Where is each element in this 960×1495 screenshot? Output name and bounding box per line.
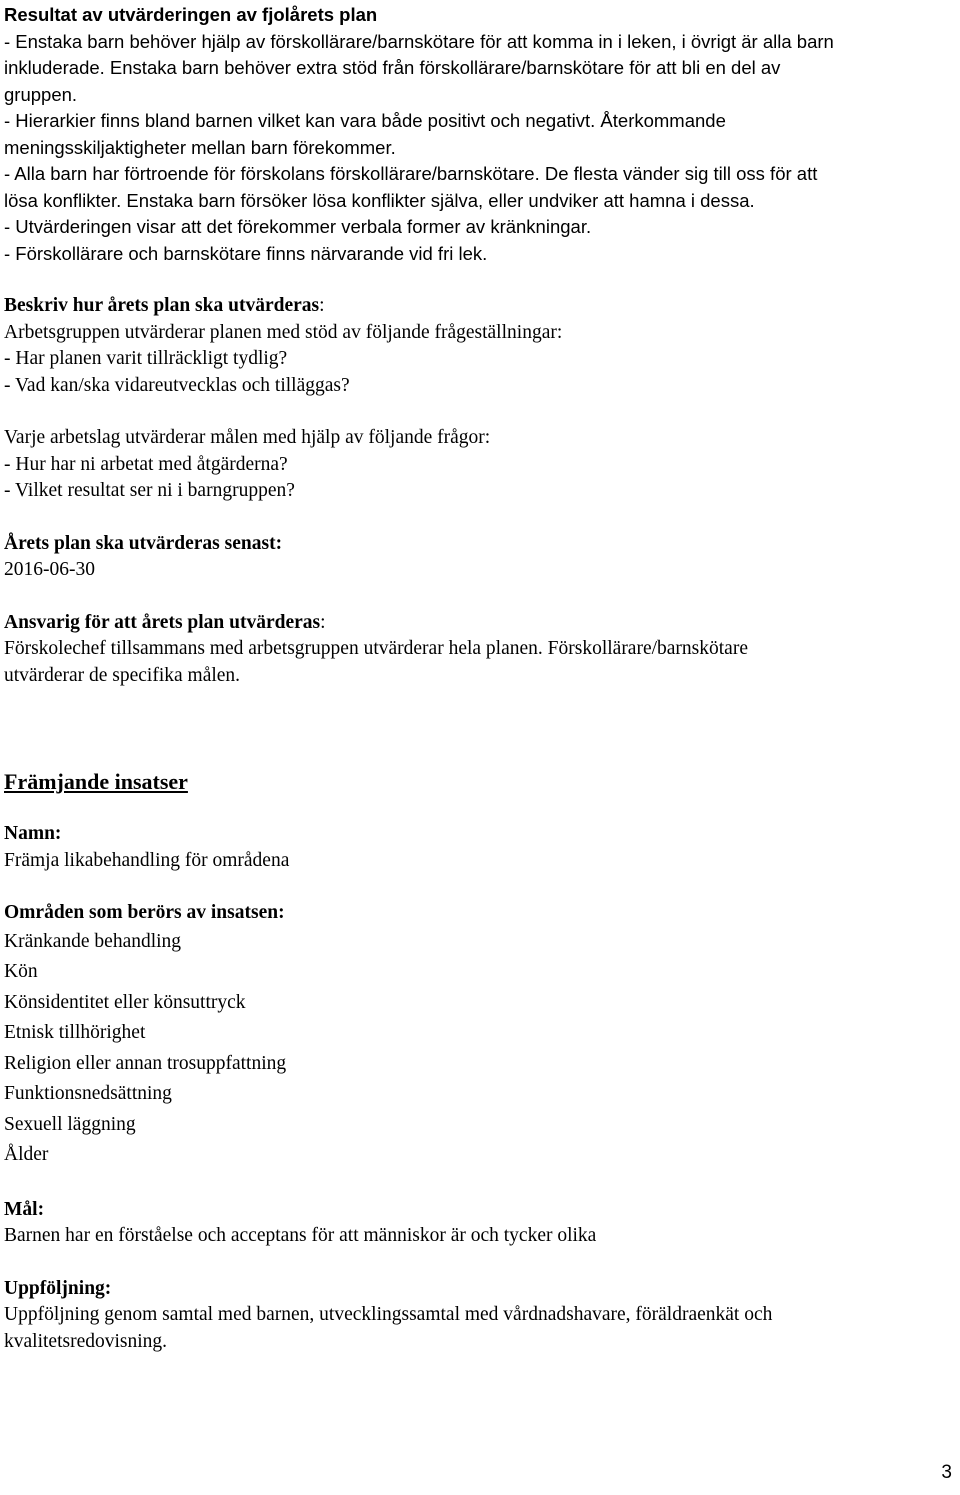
evaluation-result-line: - Enstaka barn behöver hjälp av förskollärare/barnskötare för att komma in i leken, i övrigt är alla barn (4, 30, 834, 52)
followup-line: Uppföljning genom samtal med barnen, utvecklingssamtal med vårdnadshavare, föräldraenkät och (4, 1304, 773, 1325)
name-block (4, 821, 954, 874)
evaluation-result-heading: Resultat av utvärderingen av fjolårets plan (4, 4, 378, 25)
document-page (4, 2, 954, 1355)
responsible-heading-line (4, 610, 954, 637)
deadline-heading: Årets plan ska utvärderas senast: (4, 532, 283, 554)
deadline-value: 2016-06-30 (4, 559, 95, 580)
describe-evaluation-heading: Beskriv hur årets plan ska utvärderas (4, 295, 320, 316)
responsible-section (4, 610, 954, 690)
evaluation-result-line: lösa konflikter. Enstaka barn försöker lösa konflikter själva, eller undviker att hamna i dessa. (4, 189, 755, 211)
goal-block (4, 1197, 954, 1250)
promoting-title: Främjande insatser (4, 769, 188, 794)
evaluation-result-line: - Alla barn har förtroende för förskolans förskollärare/barnskötare. De flesta vänder sig till oss för att (4, 163, 818, 184)
promoting-section (4, 767, 954, 1355)
team-evaluation-line: Varje arbetslag utvärderar målen med hjälp av följande frågor: (4, 427, 491, 448)
name-value: Främja likabehandling för områdena (4, 849, 290, 871)
area-item: Ålder (4, 1144, 49, 1165)
evaluation-result-line: - Hierarkier finns bland barnen vilket kan vara både positivt och negativt. Återkommande (4, 110, 726, 131)
heading-colon: : (320, 611, 326, 633)
followup-heading: Uppföljning: (4, 1277, 112, 1299)
describe-evaluation-section (4, 293, 954, 399)
goal-heading: Mål: (4, 1198, 45, 1220)
area-item: Könsidentitet eller könsuttryck (4, 991, 246, 1013)
area-item: Kön (4, 961, 38, 982)
area-item: Etnisk tillhörighet (4, 1022, 146, 1043)
heading-colon: : (319, 295, 325, 316)
name-heading: Namn: (4, 823, 62, 844)
evaluation-result-line: - Utvärderingen visar att det förekommer verbala former av kränkningar. (4, 216, 592, 237)
responsible-heading: Ansvarig för att årets plan utvärderas (4, 611, 321, 633)
deadline-section (4, 531, 954, 584)
areas-heading: Områden som berörs av insatsen: (4, 902, 285, 923)
describe-evaluation-line: - Har planen varit tillräckligt tydlig? (4, 348, 288, 369)
team-evaluation-line: - Vilket resultat ser ni i barngruppen? (4, 480, 295, 501)
describe-evaluation-heading-line (4, 293, 954, 320)
team-evaluation-line: - Hur har ni arbetat med åtgärderna? (4, 453, 288, 475)
evaluation-result-section (4, 2, 954, 267)
responsible-line: Förskolechef tillsammans med arbetsgruppen utvärderar hela planen. Förskollärare/barnskötare (4, 638, 748, 659)
team-evaluation-section (4, 425, 954, 505)
followup-block (4, 1276, 954, 1356)
area-item: Sexuell läggning (4, 1113, 136, 1135)
evaluation-result-line: - Förskollärare och barnskötare finns närvarande vid fri lek. (4, 242, 488, 264)
responsible-line: utvärderar de specifika målen. (4, 664, 241, 686)
area-item: Funktionsnedsättning (4, 1083, 172, 1104)
evaluation-result-line: inkluderade. Enstaka barn behöver extra stöd från förskollärare/barnskötare för att bli en del av (4, 57, 781, 78)
area-item: Kränkande behandling (4, 930, 182, 952)
page-number: 3 (941, 1462, 952, 1483)
evaluation-result-line: gruppen. (4, 83, 78, 105)
describe-evaluation-line: - Vad kan/ska vidareutvecklas och tilläggas? (4, 374, 350, 396)
evaluation-result-line: meningsskiljaktigheter mellan barn förekommer. (4, 136, 396, 158)
goal-value: Barnen har en förståelse och acceptans för att människor är och tycker olika (4, 1225, 597, 1246)
followup-line: kvalitetsredovisning. (4, 1330, 168, 1352)
area-item: Religion eller annan trosuppfattning (4, 1052, 287, 1074)
describe-evaluation-line: Arbetsgruppen utvärderar planen med stöd av följande frågeställningar: (4, 321, 563, 343)
areas-block (4, 900, 954, 1171)
